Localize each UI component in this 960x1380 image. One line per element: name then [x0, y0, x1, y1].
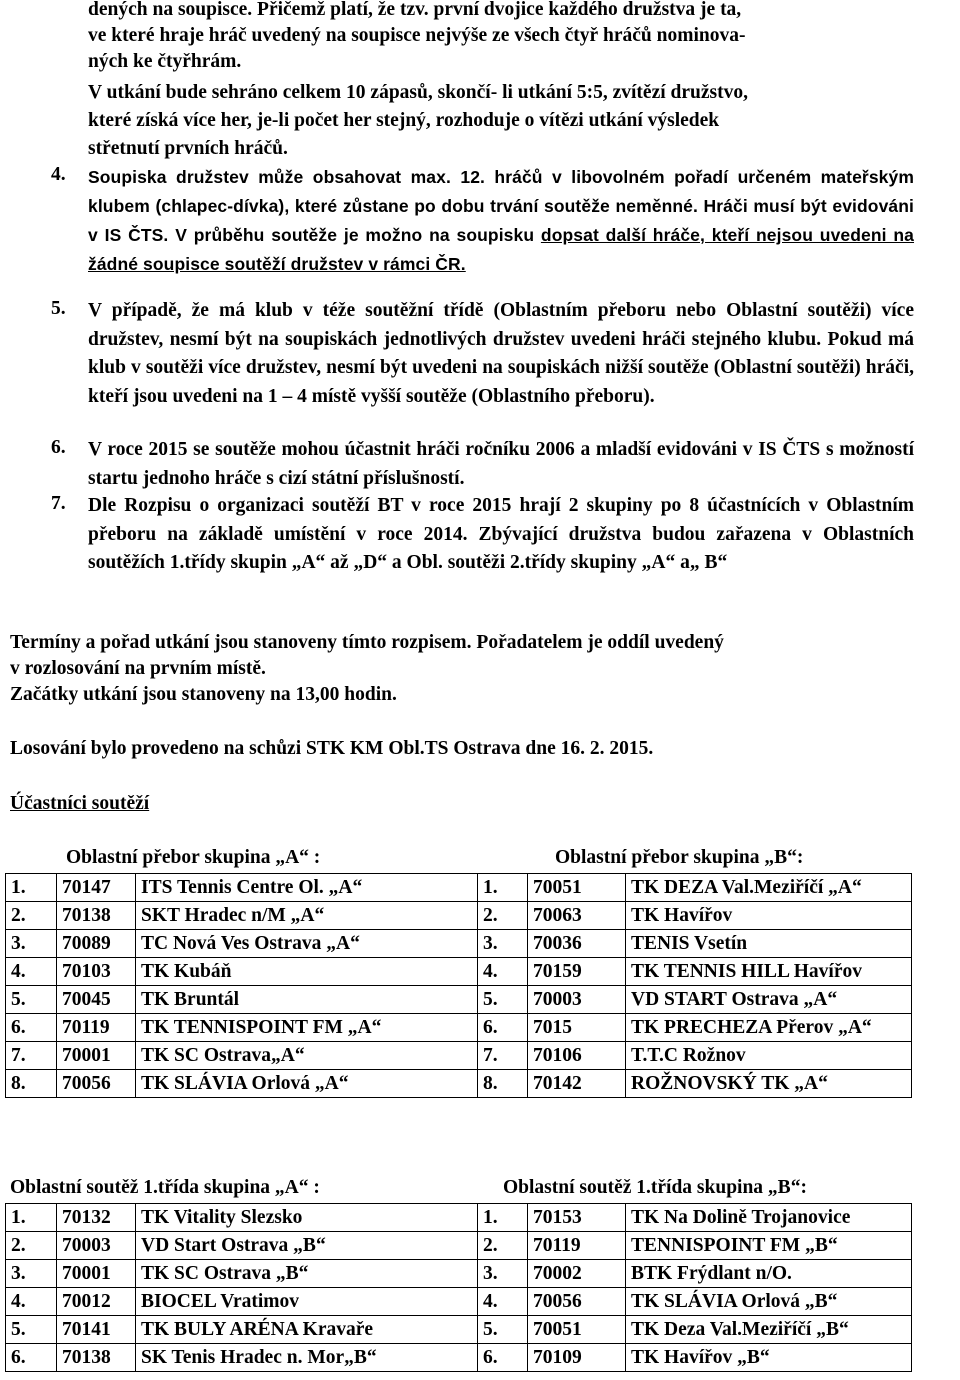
rule-5-number: 5. [51, 298, 66, 319]
intro-line-6: střetnutí prvních hráčů. [88, 138, 288, 159]
rule-6-text: V roce 2015 se soutěže mohou účastnit hráči ročníku 2006 a mladší evidováni v IS ČTS s možností startu jednoho hráče s cizí státní příslušností. [88, 439, 914, 489]
left-club-id-cell: 70103 [57, 958, 136, 986]
right-rank-cell: 5. [478, 1316, 528, 1344]
right-rank-cell: 4. [478, 958, 528, 986]
right-club-id-cell: 70056 [528, 1288, 626, 1316]
table-row [6, 1014, 912, 1042]
right-rank-cell: 2. [478, 902, 528, 930]
left-team-cell: TK Vitality Slezsko [136, 1204, 478, 1232]
right-team-cell: TK Deza Val.Meziříčí „B“ [626, 1316, 912, 1344]
left-club-id-cell: 70089 [57, 930, 136, 958]
left-rank-cell: 6. [6, 1014, 57, 1042]
rule-4-underlined: dopsat další hráče, kteří nejsou uvedeni na žádné soupisce soutěží družstev v rámci ČR. [88, 225, 915, 274]
left-club-id-cell: 70001 [57, 1042, 136, 1070]
left-team-cell: TK SC Ostrava „B“ [136, 1260, 478, 1288]
intro-line-4: V utkání bude sehráno celkem 10 zápasů, skončí- li utkání 5:5, zvítězí družstvo, [88, 82, 748, 103]
terms-line-2: v rozlosování na prvním místě. [10, 658, 266, 679]
table-row [6, 1288, 912, 1316]
right-team-cell: TK Havířov „B“ [626, 1344, 912, 1372]
left-rank-cell: 8. [6, 1070, 57, 1098]
right-team-cell: TENIS Vsetín [626, 930, 912, 958]
right-rank-cell: 8. [478, 1070, 528, 1098]
left-team-cell: TK Kubáň [136, 958, 478, 986]
right-club-id-cell: 70153 [528, 1204, 626, 1232]
group2-title-left: Oblastní soutěž 1.třída skupina „A“ : [10, 1177, 320, 1198]
intro-line-5: které získá více her, je-li počet her stejný, rozhoduje o vítězi utkání výsledek [88, 110, 720, 131]
table-row [6, 958, 912, 986]
table-row [6, 1070, 912, 1098]
left-rank-cell: 5. [6, 986, 57, 1014]
table-row [6, 1260, 912, 1288]
left-club-id-cell: 70138 [57, 1344, 136, 1372]
left-rank-cell: 5. [6, 1316, 57, 1344]
table-row [6, 986, 912, 1014]
rule-6-number: 6. [51, 437, 66, 458]
left-club-id-cell: 70132 [57, 1204, 136, 1232]
table-row [6, 1232, 912, 1260]
draw-note: Losování bylo provedeno na schůzi STK KM Obl.TS Ostrava dne 16. 2. 2015. [10, 738, 654, 759]
left-rank-cell: 3. [6, 930, 57, 958]
table-row [6, 1344, 912, 1372]
rule-4-text [88, 163, 914, 279]
right-rank-cell: 1. [478, 874, 528, 902]
intro-line-1: dených na soupisce. Přičemž platí, že tzv. první dvojice každého družstva je ta, [88, 0, 742, 20]
table-row [6, 874, 912, 902]
left-team-cell: TK Bruntál [136, 986, 478, 1014]
intro-line-3: ných ke čtyřhrám. [88, 51, 242, 72]
left-club-id-cell: 70119 [57, 1014, 136, 1042]
right-rank-cell: 3. [478, 1260, 528, 1288]
rule-4-body2: V průběhu soutěže je možno na soupisku [168, 225, 541, 245]
participants-title: Účastníci soutěží [10, 793, 150, 814]
left-team-cell: ITS Tennis Centre Ol. „A“ [136, 874, 478, 902]
right-team-cell: BTK Frýdlant n/O. [626, 1260, 912, 1288]
left-club-id-cell: 70147 [57, 874, 136, 902]
left-team-cell: TK SLÁVIA Orlová „A“ [136, 1070, 478, 1098]
right-team-cell: ROŽNOVSKÝ TK „A“ [626, 1070, 912, 1098]
table-row [6, 1042, 912, 1070]
group1-title-left: Oblastní přebor skupina „A“ : [66, 847, 321, 868]
left-team-cell: VD Start Ostrava „B“ [136, 1232, 478, 1260]
table-row [6, 1316, 912, 1344]
rule-4-lead: Soupiska družstev může obsahovat max. 12. [88, 167, 485, 187]
right-team-cell: T.T.C Rožnov [626, 1042, 912, 1070]
right-rank-cell: 3. [478, 930, 528, 958]
right-team-cell: VD START Ostrava „A“ [626, 986, 912, 1014]
right-club-id-cell: 70051 [528, 874, 626, 902]
right-rank-cell: 6. [478, 1344, 528, 1372]
rule-4-body1: hráčů v libovolném pořadí určeném mateřským klubem (chlapec-dívka), které zůstane po dobu trvání soutěže neměnné. Hráči musí být evidováni v IS ČTS. [88, 167, 914, 245]
right-rank-cell: 6. [478, 1014, 528, 1042]
right-club-id-cell: 70063 [528, 902, 626, 930]
right-club-id-cell: 70106 [528, 1042, 626, 1070]
terms-line-3: Začátky utkání jsou stanoveny na 13,00 hodin. [10, 684, 397, 705]
right-rank-cell: 4. [478, 1288, 528, 1316]
right-team-cell: TK TENNIS HILL Havířov [626, 958, 912, 986]
left-rank-cell: 6. [6, 1344, 57, 1372]
group1-table [5, 873, 912, 1098]
left-club-id-cell: 70012 [57, 1288, 136, 1316]
left-team-cell: TK BULY ARÉNA Kravaře [136, 1316, 478, 1344]
left-team-cell: BIOCEL Vratimov [136, 1288, 478, 1316]
left-club-id-cell: 70003 [57, 1232, 136, 1260]
left-rank-cell: 2. [6, 902, 57, 930]
intro-line-2: ve které hraje hráč uvedený na soupisce nejvýše ze všech čtyř hráčů nominova- [88, 25, 746, 46]
group2-title-right: Oblastní soutěž 1.třída skupina „B“: [503, 1177, 807, 1198]
rule-7-number: 7. [51, 493, 66, 514]
rule-5-text: V případě, že má klub v téže soutěžní třídě (Oblastním přeboru nebo Oblastní soutěži) více družstev, nesmí být na soupiskách jednotlivých družstev uvedeni hráči stejného klubu. Pokud má klub v soutěži více družstev, nesmí být uvedeni na soupiskách nižší soutěže (Oblastní soutěži) hráči, kteří jsou uvedeni na 1 – 4 místě vyšší soutěže (Oblastního přeboru). [88, 300, 914, 407]
left-club-id-cell: 70056 [57, 1070, 136, 1098]
rule-7-text: Dle Rozpisu o organizaci soutěží BT v roce 2015 hrají 2 skupiny po 8 účastnících v Oblastním přeboru na základě umístění v roce 2014. Zbývající družstva budou zařazena v Oblastních soutěžích 1.třídy skupin „A“ až „D“ a Obl. soutěži 2.třídy skupiny „A“ a„ B“ [88, 495, 914, 573]
right-club-id-cell: 7015 [528, 1014, 626, 1042]
right-team-cell: TK DEZA Val.Meziříčí „A“ [626, 874, 912, 902]
left-rank-cell: 1. [6, 1204, 57, 1232]
right-rank-cell: 2. [478, 1232, 528, 1260]
right-team-cell: TK Na Dolině Trojanovice [626, 1204, 912, 1232]
right-club-id-cell: 70109 [528, 1344, 626, 1372]
right-rank-cell: 5. [478, 986, 528, 1014]
left-club-id-cell: 70141 [57, 1316, 136, 1344]
right-club-id-cell: 70036 [528, 930, 626, 958]
group2-table [5, 1203, 912, 1372]
table-row [6, 902, 912, 930]
right-rank-cell: 1. [478, 1204, 528, 1232]
left-team-cell: TC Nová Ves Ostrava „A“ [136, 930, 478, 958]
left-rank-cell: 4. [6, 958, 57, 986]
right-club-id-cell: 70159 [528, 958, 626, 986]
table-row [6, 930, 912, 958]
right-club-id-cell: 70142 [528, 1070, 626, 1098]
right-club-id-cell: 70051 [528, 1316, 626, 1344]
left-team-cell: TK SC Ostrava„A“ [136, 1042, 478, 1070]
left-club-id-cell: 70138 [57, 902, 136, 930]
left-team-cell: SK Tenis Hradec n. Mor„B“ [136, 1344, 478, 1372]
table-row [6, 1204, 912, 1232]
left-rank-cell: 1. [6, 874, 57, 902]
left-rank-cell: 7. [6, 1042, 57, 1070]
left-club-id-cell: 70001 [57, 1260, 136, 1288]
terms-line-1: Termíny a pořad utkání jsou stanoveny tímto rozpisem. Pořadatelem je oddíl uvedený [10, 632, 724, 653]
right-team-cell: TK Havířov [626, 902, 912, 930]
right-club-id-cell: 70002 [528, 1260, 626, 1288]
left-club-id-cell: 70045 [57, 986, 136, 1014]
left-rank-cell: 4. [6, 1288, 57, 1316]
rule-4-number: 4. [51, 164, 66, 185]
right-club-id-cell: 70003 [528, 986, 626, 1014]
left-team-cell: SKT Hradec n/M „A“ [136, 902, 478, 930]
right-club-id-cell: 70119 [528, 1232, 626, 1260]
right-team-cell: TK PRECHEZA Přerov „A“ [626, 1014, 912, 1042]
right-rank-cell: 7. [478, 1042, 528, 1070]
group1-title-right: Oblastní přebor skupina „B“: [555, 847, 804, 868]
right-team-cell: TENNISPOINT FM „B“ [626, 1232, 912, 1260]
left-team-cell: TK TENNISPOINT FM „A“ [136, 1014, 478, 1042]
left-rank-cell: 3. [6, 1260, 57, 1288]
left-rank-cell: 2. [6, 1232, 57, 1260]
right-team-cell: TK SLÁVIA Orlová „B“ [626, 1288, 912, 1316]
